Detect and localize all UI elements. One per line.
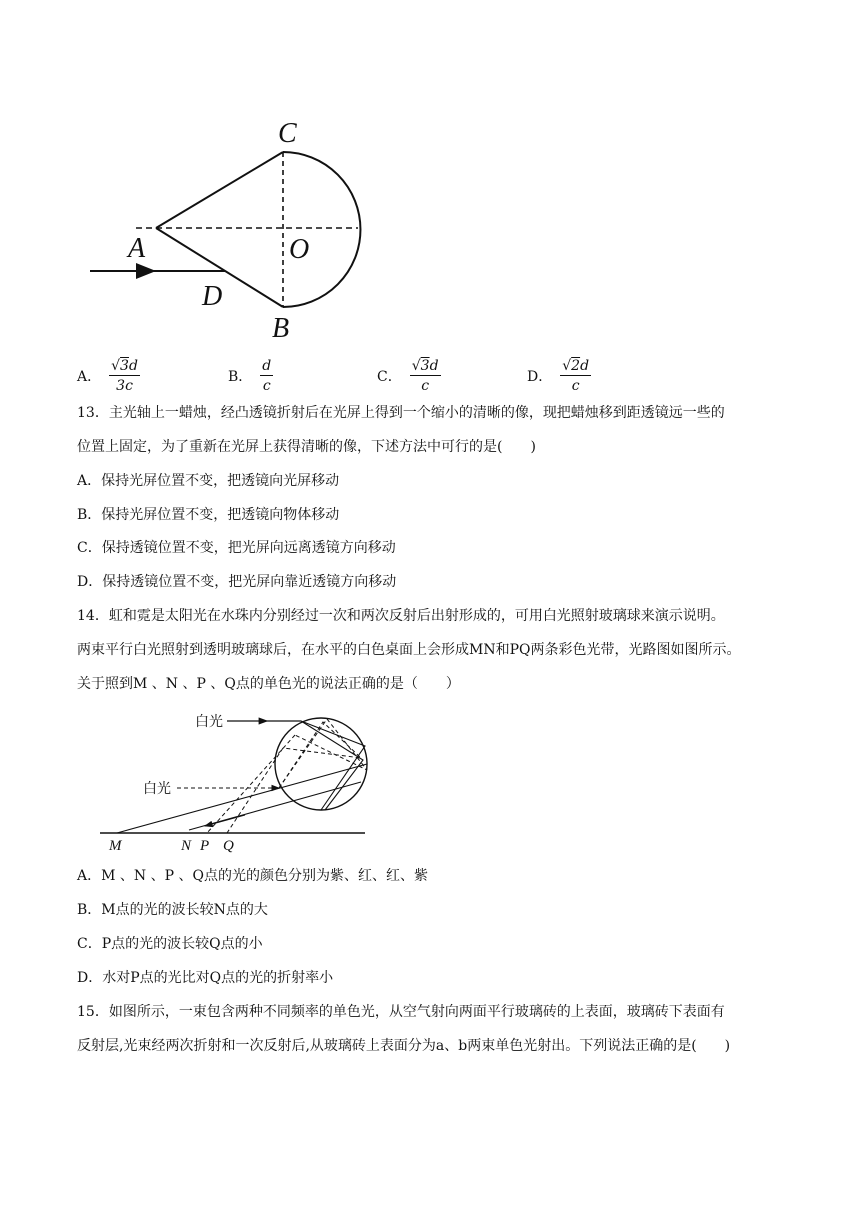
fraction: $\frac{√3d}{3c}$: [111, 358, 138, 394]
q14-option-d[interactable]: D．水对P点的光比对Q点的光的折射率小: [77, 970, 334, 986]
label-b: B: [272, 313, 290, 344]
q13-option-b[interactable]: B．保持光屏位置不变，把透镜向物体移动: [77, 507, 340, 523]
label-p: P: [200, 838, 210, 854]
q12-option-a[interactable]: A． $\frac{√3d}{3c}$: [77, 358, 138, 394]
fraction: $\frac{√2d}{c}$: [562, 358, 590, 394]
label-a: A: [128, 233, 146, 264]
q14-option-b[interactable]: B．M点的光的波长较N点的大: [77, 902, 268, 918]
q14-option-c[interactable]: C．P点的光的波长较Q点的小: [77, 936, 263, 952]
label-q: Q: [223, 838, 234, 854]
q12-option-d[interactable]: D． $\frac{√2d}{c}$: [527, 358, 590, 394]
label-n: N: [181, 838, 192, 854]
label-o: O: [289, 234, 310, 265]
q12-option-c[interactable]: C． $\frac{√3d}{c}$: [377, 358, 439, 394]
q12-option-b[interactable]: B． $\frac{d}{c}$: [228, 358, 272, 394]
figure-optics-prism: [80, 110, 380, 350]
q14-stem-line1: 14．虹和霓是太阳光在水珠内分别经过一次和两次反射后出射形成的，可用白光照射玻璃球来演示说明。: [77, 608, 725, 624]
fraction: $\frac{d}{c}$: [262, 358, 272, 394]
ray-n-arrow: [205, 815, 245, 826]
q14-stem-line3: 关于照到M 、N 、P 、Q点的单色光的说法正确的是（ ）: [77, 676, 460, 692]
label-m: M: [109, 838, 122, 854]
label-white-light-1: 白光: [195, 714, 223, 730]
label-d: D: [202, 281, 223, 312]
q12-options: [77, 356, 777, 400]
q13-option-a[interactable]: A．保持光屏位置不变，把透镜向光屏移动: [77, 473, 340, 489]
q13-option-c[interactable]: C．保持透镜位置不变，把光屏向远离透镜方向移动: [77, 540, 396, 556]
label-c: C: [278, 118, 297, 149]
q15-stem-line1: 15．如图所示，一束包含两种不同频率的单色光，从空气射向两面平行玻璃砖的上表面，玻璃砖下表面有: [77, 1004, 725, 1020]
figure-glass-sphere: [95, 700, 385, 855]
q13-option-d[interactable]: D．保持透镜位置不变，把光屏向靠近透镜方向移动: [77, 574, 397, 590]
edge-ac: [156, 152, 283, 228]
q14-stem-line2: 两束平行白光照射到透明玻璃球后，在水平的白色桌面上会形成MN和PQ两条彩色光带，光路图如图所示。: [77, 642, 741, 658]
q13-stem-line1: 13．主光轴上一蜡烛，经凸透镜折射后在光屏上得到一个缩小的清晰的像，现把蜡烛移到距透镜远一些的: [77, 405, 725, 421]
ray-to-q: [227, 748, 283, 833]
label-white-light-2: 白光: [143, 781, 171, 797]
arc-cb: [283, 152, 360, 307]
q15-stem-line2: 反射层,光束经两次折射和一次反射后,从玻璃砖上表面分为a、b两束单色光射出。下列说法正确的是( ): [77, 1038, 731, 1054]
q13-stem-line2: 位置上固定，为了重新在光屏上获得清晰的像，下述方法中可行的是( ): [77, 439, 536, 455]
fraction: $\frac{√3d}{c}$: [411, 358, 439, 394]
q14-option-a[interactable]: A．M 、N 、P 、Q点的光的颜色分别为紫、红、红、紫: [77, 868, 428, 884]
